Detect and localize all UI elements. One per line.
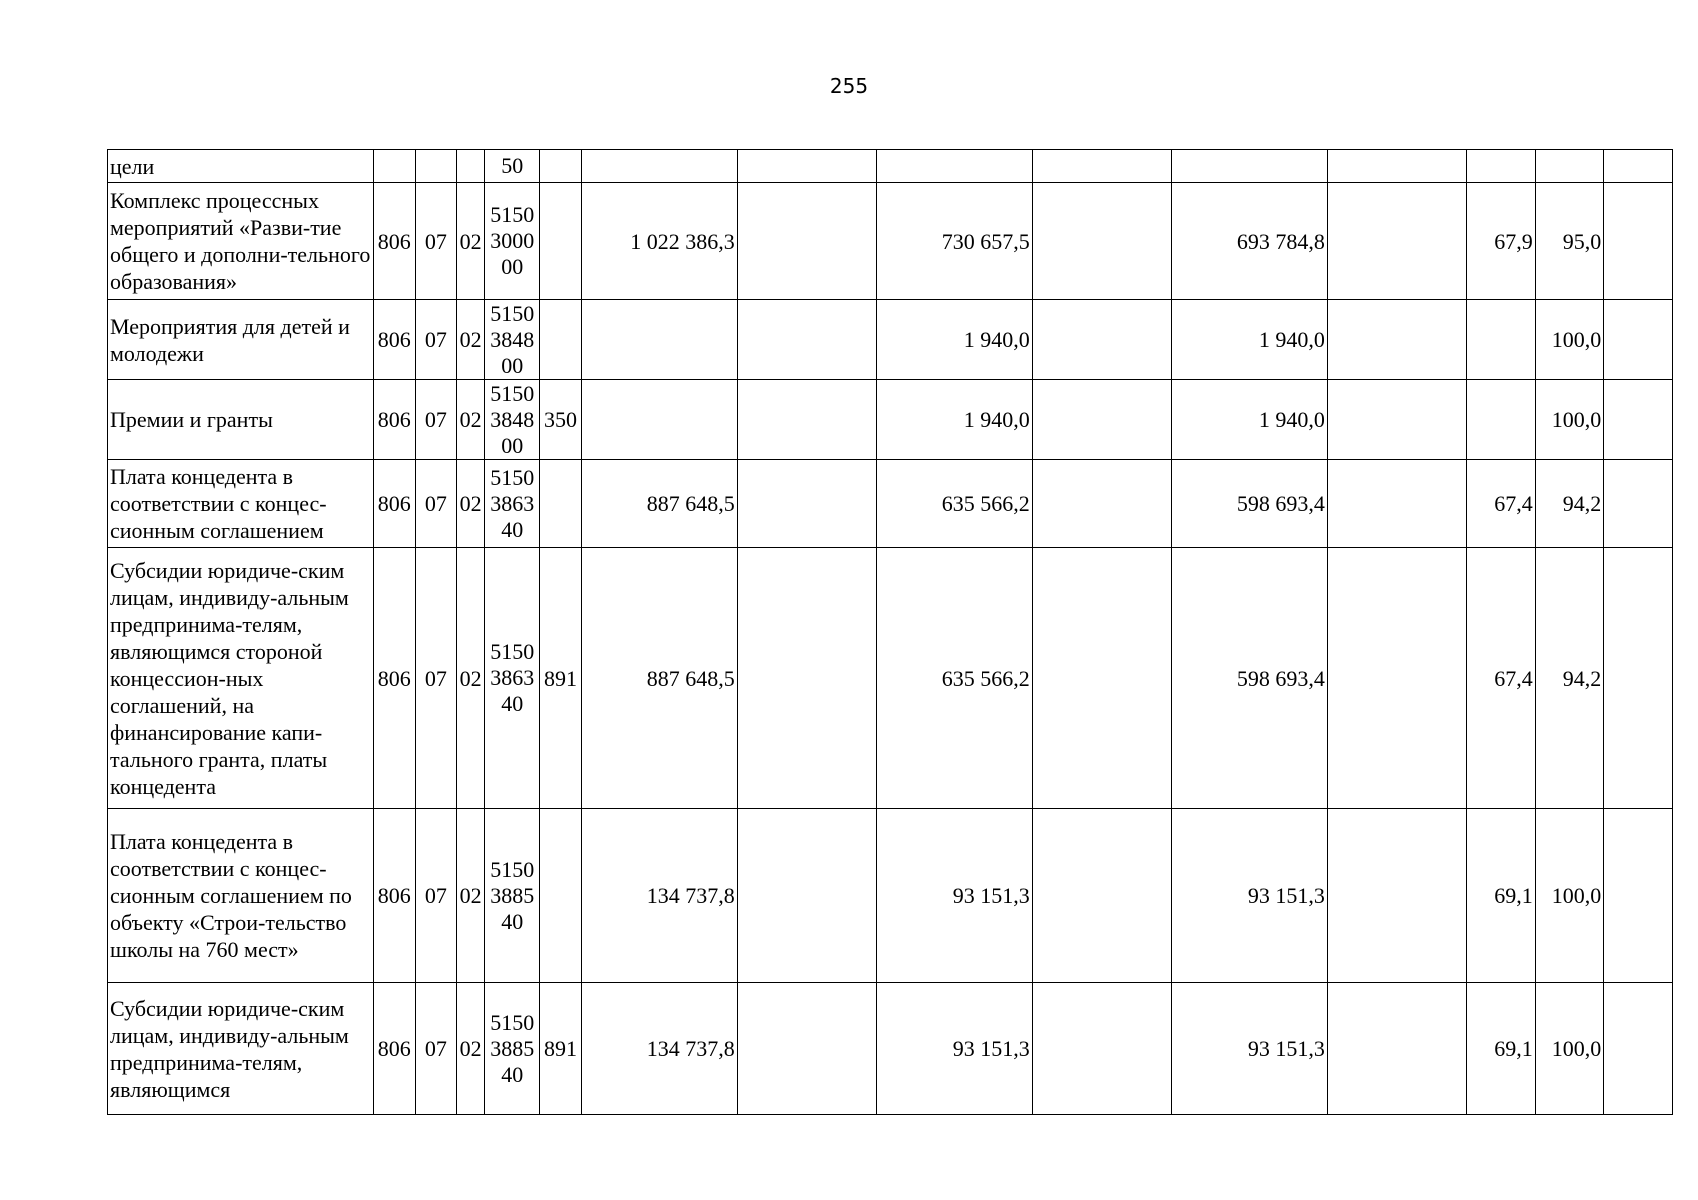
row-name-cell: Субсидии юридиче-ским лицам, индивиду-альным предпринима-телям, являющимся стороной концессион-ных соглашений, на финансирование капи-тального гранта, платы концедента xyxy=(108,548,374,809)
table-row xyxy=(108,460,1673,548)
approved-amount-cell: 93 151,3 xyxy=(876,983,1032,1115)
executed-amount-cell xyxy=(1172,150,1328,183)
empty-cell xyxy=(1032,150,1171,183)
target-article-cell: 5150 3000 00 xyxy=(485,183,540,300)
ved-code-cell: 806 xyxy=(374,548,416,809)
row-name-cell: Плата концедента в соответствии с концес-сионным соглашением xyxy=(108,460,374,548)
percent-of-plan-cell: 67,4 xyxy=(1467,460,1536,548)
empty-cell xyxy=(1327,809,1466,983)
subsection-code-cell: 02 xyxy=(457,183,485,300)
empty-cell xyxy=(1604,150,1673,183)
subsection-code-cell: 02 xyxy=(457,983,485,1115)
target-article-cell: 5150 3848 00 xyxy=(485,300,540,380)
percent-of-approved-cell: 100,0 xyxy=(1535,300,1604,380)
percent-of-approved-cell: 94,2 xyxy=(1535,460,1604,548)
row-name-cell: Субсидии юридиче-ским лицам, индивиду-альным предпринима-телям, являющимся xyxy=(108,983,374,1115)
section-code-cell xyxy=(415,150,457,183)
percent-of-plan-cell xyxy=(1467,380,1536,460)
executed-amount-cell: 1 940,0 xyxy=(1172,380,1328,460)
expense-type-cell xyxy=(540,300,582,380)
row-name-cell: Плата концедента в соответствии с концес-сионным соглашением по объекту «Строи-тельство школы на 760 мест» xyxy=(108,809,374,983)
section-code-cell: 07 xyxy=(415,460,457,548)
approved-amount-cell: 93 151,3 xyxy=(876,809,1032,983)
empty-cell xyxy=(737,300,876,380)
ved-code-cell: 806 xyxy=(374,460,416,548)
executed-amount-cell: 693 784,8 xyxy=(1172,183,1328,300)
target-article-cell: 5150 3885 40 xyxy=(485,983,540,1115)
empty-cell xyxy=(1327,183,1466,300)
ved-code-cell: 806 xyxy=(374,809,416,983)
empty-cell xyxy=(1327,460,1466,548)
row-name-cell: Комплекс процессных мероприятий «Разви-тие общего и дополни-тельного образования» xyxy=(108,183,374,300)
empty-cell xyxy=(1604,460,1673,548)
empty-cell xyxy=(1604,380,1673,460)
target-article-cell: 5150 3863 40 xyxy=(485,460,540,548)
empty-cell xyxy=(1327,983,1466,1115)
empty-cell xyxy=(1032,548,1171,809)
expense-type-cell: 891 xyxy=(540,548,582,809)
plan-amount-cell: 887 648,5 xyxy=(581,460,737,548)
expense-type-cell: 350 xyxy=(540,380,582,460)
subsection-code-cell xyxy=(457,150,485,183)
ved-code-cell: 806 xyxy=(374,983,416,1115)
percent-of-plan-cell: 69,1 xyxy=(1467,983,1536,1115)
percent-of-approved-cell: 94,2 xyxy=(1535,548,1604,809)
section-code-cell: 07 xyxy=(415,983,457,1115)
empty-cell xyxy=(1327,150,1466,183)
empty-cell xyxy=(1032,300,1171,380)
empty-cell xyxy=(1604,183,1673,300)
subsection-code-cell: 02 xyxy=(457,460,485,548)
empty-cell xyxy=(1604,983,1673,1115)
empty-cell xyxy=(1604,809,1673,983)
section-code-cell: 07 xyxy=(415,300,457,380)
empty-cell xyxy=(737,183,876,300)
empty-cell xyxy=(1032,460,1171,548)
executed-amount-cell: 93 151,3 xyxy=(1172,809,1328,983)
row-name-cell: цели xyxy=(108,150,374,183)
plan-amount-cell: 887 648,5 xyxy=(581,548,737,809)
percent-of-approved-cell xyxy=(1535,150,1604,183)
empty-cell xyxy=(1032,983,1171,1115)
row-name-cell: Мероприятия для детей и молодежи xyxy=(108,300,374,380)
subsection-code-cell: 02 xyxy=(457,548,485,809)
ved-code-cell: 806 xyxy=(374,300,416,380)
percent-of-plan-cell: 67,4 xyxy=(1467,548,1536,809)
plan-amount-cell xyxy=(581,380,737,460)
empty-cell xyxy=(737,460,876,548)
plan-amount-cell xyxy=(581,300,737,380)
table-row xyxy=(108,809,1673,983)
empty-cell xyxy=(737,380,876,460)
expense-type-cell: 891 xyxy=(540,983,582,1115)
subsection-code-cell: 02 xyxy=(457,300,485,380)
empty-cell xyxy=(737,548,876,809)
empty-cell xyxy=(1032,380,1171,460)
plan-amount-cell: 1 022 386,3 xyxy=(581,183,737,300)
table-row xyxy=(108,380,1673,460)
approved-amount-cell xyxy=(876,150,1032,183)
empty-cell xyxy=(1327,548,1466,809)
plan-amount-cell: 134 737,8 xyxy=(581,809,737,983)
percent-of-approved-cell: 100,0 xyxy=(1535,809,1604,983)
expense-type-cell xyxy=(540,150,582,183)
empty-cell xyxy=(1032,809,1171,983)
target-article-cell: 5150 3848 00 xyxy=(485,380,540,460)
approved-amount-cell: 635 566,2 xyxy=(876,548,1032,809)
target-article-cell: 5150 3863 40 xyxy=(485,548,540,809)
table-row xyxy=(108,983,1673,1115)
executed-amount-cell: 598 693,4 xyxy=(1172,460,1328,548)
empty-cell xyxy=(1604,548,1673,809)
table-row xyxy=(108,300,1673,380)
empty-cell xyxy=(737,150,876,183)
page-number: 255 xyxy=(829,74,869,98)
expense-type-cell xyxy=(540,809,582,983)
empty-cell xyxy=(1327,300,1466,380)
percent-of-plan-cell: 69,1 xyxy=(1467,809,1536,983)
percent-of-plan-cell: 67,9 xyxy=(1467,183,1536,300)
executed-amount-cell: 1 940,0 xyxy=(1172,300,1328,380)
table-row xyxy=(108,183,1673,300)
ved-code-cell: 806 xyxy=(374,183,416,300)
target-article-cell: 50 xyxy=(485,150,540,183)
approved-amount-cell: 635 566,2 xyxy=(876,460,1032,548)
ved-code-cell xyxy=(374,150,416,183)
approved-amount-cell: 1 940,0 xyxy=(876,300,1032,380)
section-code-cell: 07 xyxy=(415,380,457,460)
percent-of-approved-cell: 100,0 xyxy=(1535,983,1604,1115)
percent-of-plan-cell xyxy=(1467,300,1536,380)
plan-amount-cell: 134 737,8 xyxy=(581,983,737,1115)
plan-amount-cell xyxy=(581,150,737,183)
subsection-code-cell: 02 xyxy=(457,380,485,460)
percent-of-approved-cell: 100,0 xyxy=(1535,380,1604,460)
expense-type-cell xyxy=(540,183,582,300)
empty-cell xyxy=(1604,300,1673,380)
expense-type-cell xyxy=(540,460,582,548)
section-code-cell: 07 xyxy=(415,809,457,983)
executed-amount-cell: 598 693,4 xyxy=(1172,548,1328,809)
budget-execution-table xyxy=(107,149,1673,1115)
percent-of-plan-cell xyxy=(1467,150,1536,183)
target-article-cell: 5150 3885 40 xyxy=(485,809,540,983)
executed-amount-cell: 93 151,3 xyxy=(1172,983,1328,1115)
row-name-cell: Премии и гранты xyxy=(108,380,374,460)
approved-amount-cell: 730 657,5 xyxy=(876,183,1032,300)
approved-amount-cell: 1 940,0 xyxy=(876,380,1032,460)
empty-cell xyxy=(737,809,876,983)
empty-cell xyxy=(1032,183,1171,300)
empty-cell xyxy=(1327,380,1466,460)
table-row xyxy=(108,548,1673,809)
percent-of-approved-cell: 95,0 xyxy=(1535,183,1604,300)
section-code-cell: 07 xyxy=(415,548,457,809)
empty-cell xyxy=(737,983,876,1115)
section-code-cell: 07 xyxy=(415,183,457,300)
ved-code-cell: 806 xyxy=(374,380,416,460)
subsection-code-cell: 02 xyxy=(457,809,485,983)
table-row xyxy=(108,150,1673,183)
